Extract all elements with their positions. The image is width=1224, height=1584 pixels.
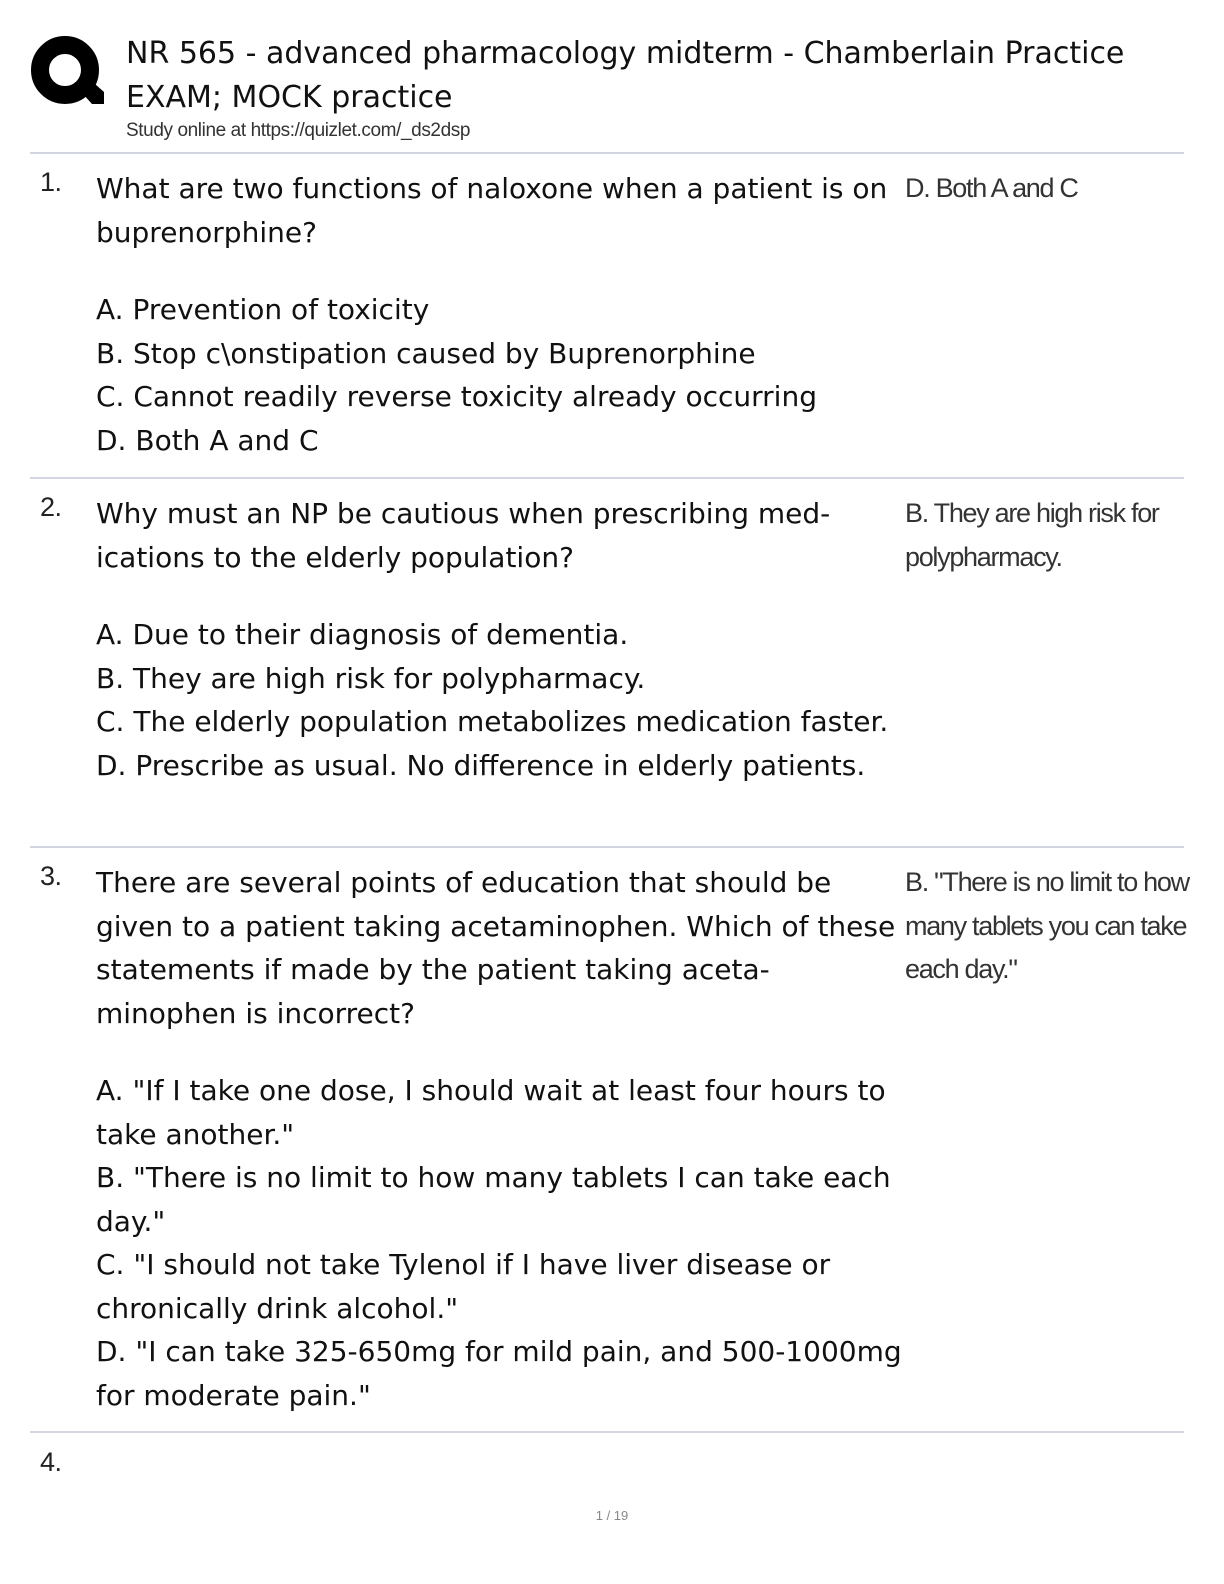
question-text: What are two functions of naloxone when a patient is on buprenorphine? <box>96 172 888 249</box>
option-c: C. "I should not take Tylenol if I have liver disease or chronically drink alcohol." <box>96 1248 831 1325</box>
card-number: 2. <box>40 492 62 522</box>
study-online-link[interactable]: Study online at https://quizlet.com/_ds2dsp <box>126 120 471 141</box>
card-number: 4. <box>40 1447 62 1477</box>
quizlet-logo-icon <box>30 34 104 108</box>
page-number: 1 / 19 <box>595 1508 629 1523</box>
card-question <box>96 492 904 787</box>
card-question <box>96 861 904 1417</box>
divider <box>30 152 1184 154</box>
card-answer: D. Both A and C <box>905 173 1078 203</box>
divider <box>30 1431 1184 1433</box>
option-a: A. "If I take one dose, I should wait at least four hours to take another." <box>96 1074 886 1151</box>
question-text: Why must an NP be cautious when prescribing med-ications to the elderly population? <box>96 497 831 574</box>
option-b: B. "There is no limit to how many tablets I can take each day." <box>96 1161 891 1238</box>
option-c: C. The elderly population metabolizes medication faster. <box>96 705 889 738</box>
page-title: NR 565 - advanced pharmacology midterm - Chamberlain Practice EXAM; MOCK practice <box>126 36 1125 115</box>
option-b: B. They are high risk for polypharmacy. <box>96 661 646 695</box>
divider <box>30 846 1184 848</box>
option-a: A. Prevention of toxicity <box>96 293 430 326</box>
option-b: B. Stop c\onstipation caused by Buprenorphine <box>96 336 756 370</box>
option-d: D. Both A and C <box>96 423 319 457</box>
option-d: D. "I can take 325-650mg for mild pain, and 500-1000mg for moderate pain." <box>96 1335 902 1412</box>
card-answer: B. "There is no limit to how many tablets you can take each day." <box>905 867 1189 984</box>
card-answer: B. They are high risk for polypharmacy. <box>905 498 1159 572</box>
option-c: C. Cannot readily reverse toxicity already occurring <box>96 380 817 413</box>
card-number: 3. <box>40 861 62 891</box>
question-text: There are several points of education that should be given to a patient taking acetaminophen. Which of these statements if made by the patient taking aceta-minophen is incorrect? <box>96 866 896 1030</box>
divider <box>30 477 1184 479</box>
option-a: A. Due to their diagnosis of dementia. <box>96 618 629 651</box>
card-question <box>96 167 904 462</box>
page-header <box>30 30 1190 150</box>
option-d: D. Prescribe as usual. No difference in elderly patients. <box>96 748 866 782</box>
card-number: 1. <box>40 167 62 197</box>
